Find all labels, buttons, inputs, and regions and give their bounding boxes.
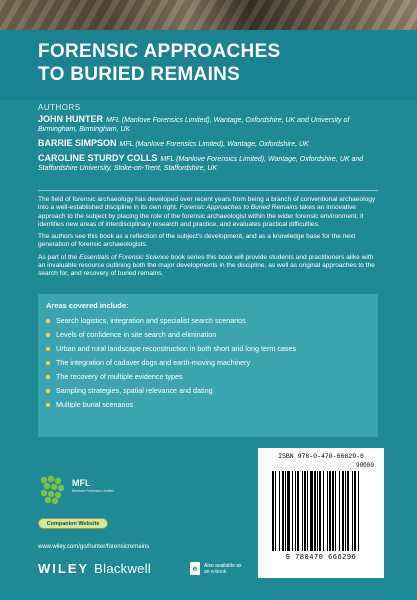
area-item xyxy=(46,330,370,339)
bullet-icon xyxy=(46,333,50,337)
description-italic: Essentials of Forensic Science xyxy=(79,253,169,261)
area-item-label: The integration of cadaver dogs and earth-moving machinery xyxy=(56,358,251,367)
area-item-label: Sampling strategies, spatial relevance and dating xyxy=(56,386,213,395)
author-affiliation: MFL (Manlove Forensics Limited), Wantage, Oxfordshire, UK and University of Birmingham, Birmingham, UK xyxy=(38,117,350,133)
cover-photo-strip xyxy=(0,0,417,30)
book-title xyxy=(38,40,398,86)
description-text: The field of forensic archaeology has developed over recent years from being a branch of conventional archaeology into a well-established discipline in its own right. xyxy=(38,196,376,212)
barcode-graphic xyxy=(270,471,380,553)
area-item xyxy=(46,386,370,395)
bullet-icon xyxy=(46,389,50,393)
author-entry xyxy=(38,154,378,173)
barcode-box xyxy=(258,448,384,578)
website-url[interactable]: www.wiley.com/go/hunter/forensicremains xyxy=(38,544,150,550)
description-italic: Forensic Approaches to Buried Remains xyxy=(179,204,298,212)
area-item xyxy=(46,358,370,367)
description-paragraph: The authors see this book as a reflection of the subject's development, and as a knowledge base for the next generation of forensic archaeologists. xyxy=(38,233,356,249)
author-name: CAROLINE STURDY COLLS xyxy=(38,153,158,163)
mfl-globe-icon xyxy=(38,474,70,504)
description-paragraph xyxy=(38,254,380,279)
author-entry xyxy=(38,139,378,149)
ebook-notice xyxy=(190,562,244,575)
description-text: As part of the xyxy=(38,253,80,261)
mfl-logo-subtitle: Manlove Forensics Limited xyxy=(72,489,114,493)
author-entry xyxy=(38,115,378,134)
publisher-imprint: Blackwell xyxy=(94,561,152,576)
title-line-2: TO BURIED REMAINS xyxy=(38,64,241,85)
publisher-logo xyxy=(38,561,151,576)
bullet-icon xyxy=(46,375,50,379)
isbn-text: ISBN 978-0-470-66629-6 xyxy=(278,453,364,460)
bullet-icon xyxy=(46,347,50,351)
author-affiliation: MFL (Manlove Forensics Limited), Wantage, Oxfordshire, UK xyxy=(119,141,309,148)
area-item xyxy=(46,316,370,325)
authors-list xyxy=(38,115,378,178)
bullet-icon xyxy=(46,319,50,323)
area-item-label: The recovery of multiple evidence types xyxy=(56,372,183,381)
book-description xyxy=(38,196,380,283)
bullet-icon xyxy=(46,361,50,365)
description-text: takes an innovative approach to the subject by placing the role of the forensic archaeologist within the wider forensic environment; it identifies new areas of interdisciplinary research and practice, and evaluates practical difficulties. xyxy=(38,204,364,228)
area-item-label: Search logistics, integration and specialist search scenarios xyxy=(56,316,246,325)
bullet-icon xyxy=(46,403,50,407)
price-code: 90000 xyxy=(355,462,374,469)
description-text: book series this book will provide students and practitioners alike with an invaluable resource outlining both the major developments in the discipline, as well as original approaches to the search for, and recovery of buried remains. xyxy=(38,253,375,278)
ebook-icon: e xyxy=(190,562,200,575)
description-paragraph xyxy=(38,196,380,229)
area-item xyxy=(46,400,370,409)
title-line-1: FORENSIC APPROACHES xyxy=(38,41,281,62)
author-name: JOHN HUNTER xyxy=(38,114,104,124)
area-item xyxy=(46,344,370,353)
area-item-label: Urban and rural landscape reconstruction in both short and long term cases xyxy=(56,344,297,353)
areas-covered-box xyxy=(38,294,378,437)
mfl-logo-name: MFL xyxy=(72,478,91,488)
barcode-digits: 9 780470 666296 xyxy=(285,554,357,562)
companion-website-button[interactable]: Companion Website xyxy=(38,518,108,529)
area-item-label: Levels of confidence in site search and elimination xyxy=(56,330,217,339)
authors-heading: AUTHORS xyxy=(38,103,81,112)
area-item xyxy=(46,372,370,381)
area-item-label: Multiple burial scenarios xyxy=(56,400,134,409)
section-divider xyxy=(38,190,378,191)
ebook-text: Also available as an e-book xyxy=(204,562,242,575)
publisher-wiley: WILEY xyxy=(38,561,90,576)
author-name: BARRIE SIMPSON xyxy=(38,138,117,148)
areas-heading: Areas covered include: xyxy=(46,301,129,310)
author-affiliation: MFL (Manlove Forensics Limited), Wantage, Oxfordshire, UK and Staffordshire University, Stoke-on-Trent, Staffordshire, UK xyxy=(38,156,364,172)
